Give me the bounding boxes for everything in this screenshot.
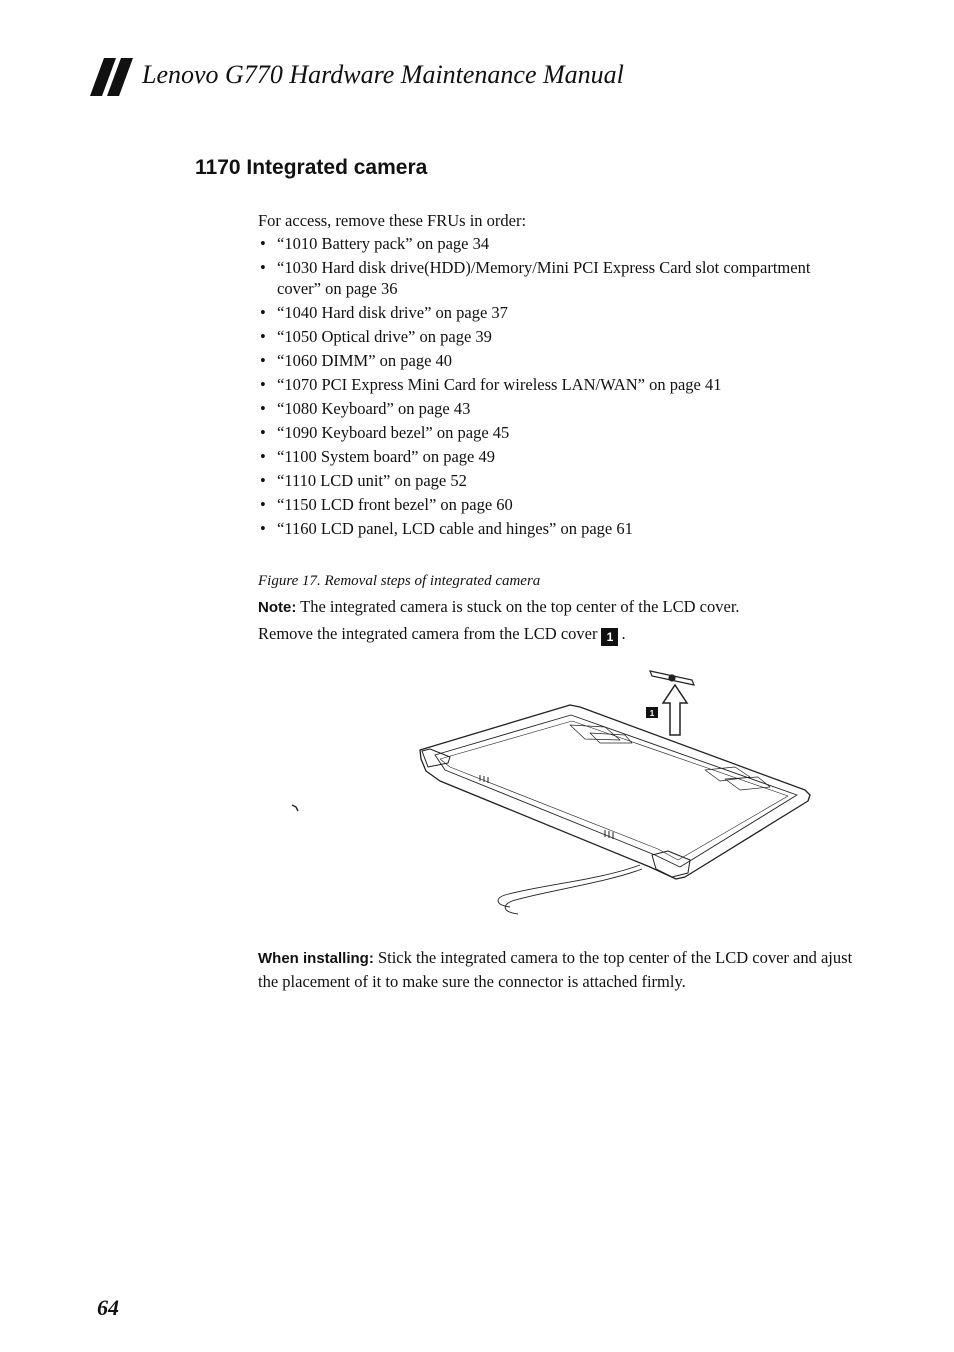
note	[258, 596, 740, 619]
list-item[interactable]: • “1110 LCD unit” on page 52	[258, 470, 858, 491]
step-callout: 1	[601, 628, 618, 646]
camera-removal-figure	[280, 655, 820, 925]
figure-caption: Figure 17. Removal steps of integrated camera	[258, 573, 541, 589]
fru-list	[258, 233, 858, 539]
section-title: 1170 Integrated camera	[195, 156, 428, 179]
list-item[interactable]: • “1100 System board” on page 49	[258, 446, 858, 467]
list-item[interactable]: • “1050 Optical drive” on page 39	[258, 326, 858, 347]
removal-arrow-icon	[663, 685, 687, 735]
step-end: .	[621, 624, 626, 643]
list-item[interactable]: • “1160 LCD panel, LCD cable and hinges” on page 61	[258, 518, 858, 539]
list-item[interactable]: • “1010 Battery pack” on page 34	[258, 233, 858, 254]
list-item[interactable]: • “1060 DIMM” on page 40	[258, 350, 858, 371]
list-item[interactable]: • “1030 Hard disk drive(HDD)/Memory/Mini PCI Express Card slot compartment cover” on page 36	[258, 257, 858, 299]
installing-label: When installing:	[258, 950, 374, 967]
page-number: 64	[97, 1295, 119, 1320]
lcd-cover	[420, 705, 810, 879]
access-section	[258, 209, 858, 542]
step-text: Remove the integrated camera from the LCD cover	[258, 624, 598, 643]
manual-title: Lenovo G770 Hardware Maintenance Manual	[142, 60, 624, 89]
cable	[498, 865, 640, 907]
list-item[interactable]: • “1040 Hard disk drive” on page 37	[258, 302, 858, 323]
integrated-camera	[650, 671, 694, 685]
access-intro: For access, remove these FRUs in order:	[258, 211, 527, 230]
list-item[interactable]: • “1070 PCI Express Mini Card for wireless LAN/WAN” on page 41	[258, 374, 858, 395]
note-label: Note:	[258, 599, 297, 616]
removal-step	[258, 622, 626, 646]
list-item[interactable]: • “1150 LCD front bezel” on page 60	[258, 494, 858, 515]
list-item[interactable]: • “1080 Keyboard” on page 43	[258, 398, 858, 419]
note-text: The integrated camera is stuck on the top center of the LCD cover.	[300, 597, 740, 616]
installing-text: Stick the integrated camera to the top center of the LCD cover and ajust the placement of it to make sure the connector is attached firmly.	[258, 948, 853, 991]
figure-callout-label: 1	[649, 709, 655, 718]
installing-note	[258, 946, 868, 993]
list-item[interactable]: • “1090 Keyboard bezel” on page 45	[258, 422, 858, 443]
double-slash-logo-icon	[90, 58, 134, 96]
